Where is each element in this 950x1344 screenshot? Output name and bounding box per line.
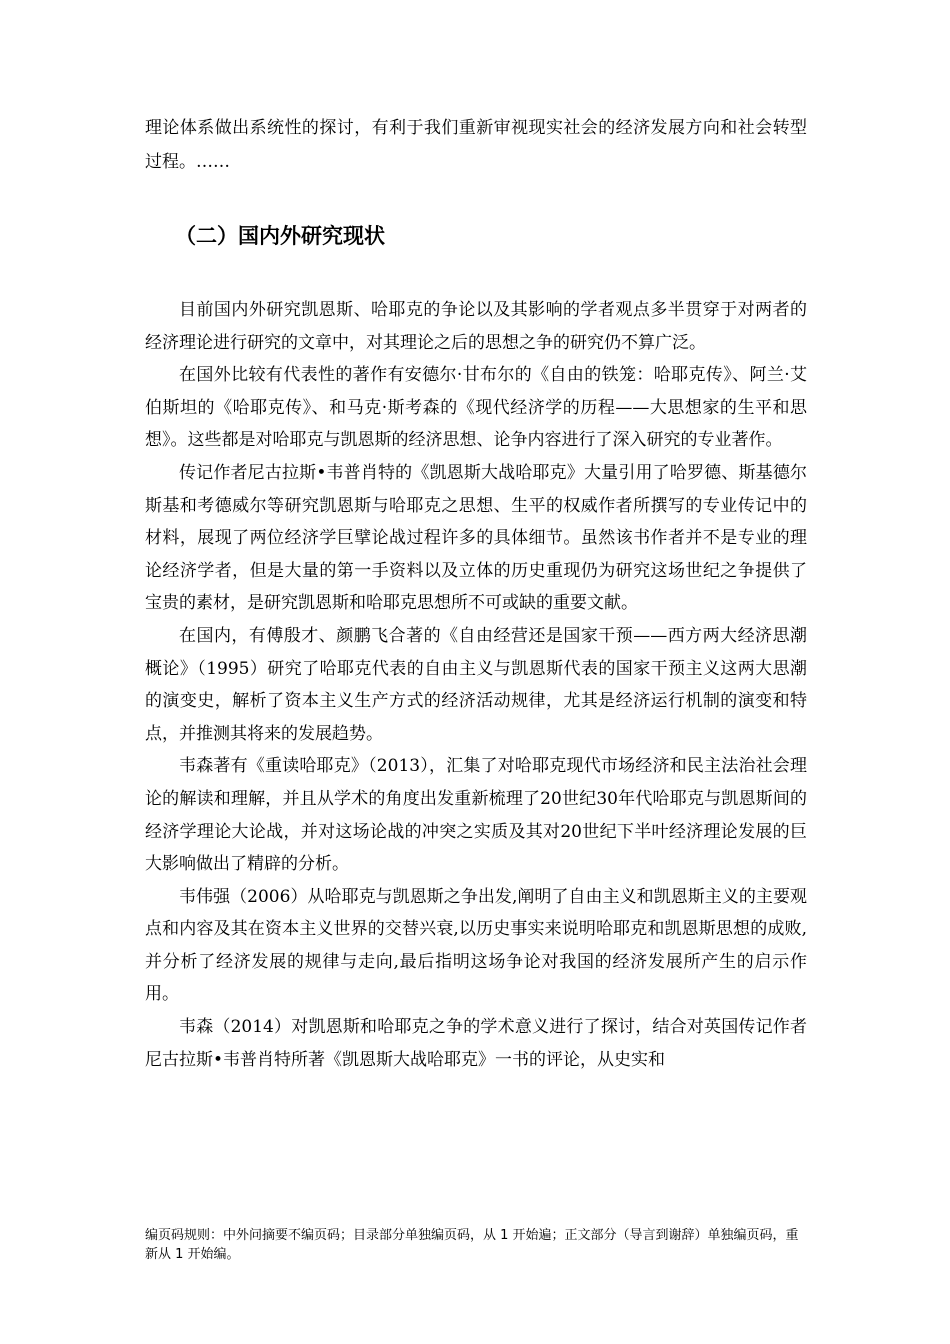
- paragraph-biography: 传记作者尼古拉斯•韦普肖特的《凯恩斯大战哈耶克》大量引用了哈罗德、斯基德尔斯基和考德威尔等研究凯恩斯与哈耶克之思想、生平的权威作者所撰写的专业传记中的材料，展现了两位经济学巨擘论战过程许多的具体细节。虽然该书作者并不是专业的理论经济学者，但是大量的第一手资料以及立体的历史重现仍为研究这场世纪之争提供了宝贵的素材，是研究凯恩斯和哈耶克思想所不可或缺的重要文献。: [145, 462, 807, 614]
- paragraph-weiweiqiang-2006: 韦伟强（2006）从哈耶克与凯恩斯之争出发,阐明了自由主义和凯恩斯主义的主要观点和内容及其在资本主义世界的交替兴衰,以历史事实来说明哈耶克和凯恩斯思想的成败,并分析了经济发展的规律与走向,最后指明这场争论对我国的经济发展所产生的启示作用。: [145, 886, 807, 1005]
- paragraph-domestic-works: 在国内，有傅殷才、颜鹏飞合著的《自由经营还是国家干预——西方两大经济思潮概论》（1995）研究了哈耶克代表的自由主义与凯恩斯代表的国家干预主义这两大思潮的演变史，解析了资本主义生产方式的经济活动规律，尤其是经济运行机制的演变和特点，并推测其将来的发展趋势。: [145, 625, 807, 744]
- intro-paragraph: 理论体系做出系统性的探讨，有利于我们重新审视现实社会的经济发展方向和社会转型过程。……: [145, 118, 807, 172]
- paragraph-overview: 目前国内外研究凯恩斯、哈耶克的争论以及其影响的学者观点多半贯穿于对两者的经济理论进行研究的文章中，对其理论之后的思想之争的研究仍不算广泛。: [145, 300, 807, 353]
- section-heading: （二）国内外研究现状: [175, 224, 385, 248]
- paragraph-weisen-2013: 韦森著有《重读哈耶克》（2013），汇集了对哈耶克现代市场经济和民主法治社会理论的解读和理解，并且从学术的角度出发重新梳理了20世纪30年代哈耶克与凯恩斯间的经济学理论大论战，并对这场论战的冲突之实质及其对20世纪下半叶经济理论发展的巨大影响做出了精辟的分析。: [145, 756, 807, 875]
- section-body: [145, 294, 807, 1076]
- paragraph-weisen-2014: 韦森（2014）对凯恩斯和哈耶克之争的学术意义进行了探讨，结合对英国传记作者尼古拉斯•韦普肖特所著《凯恩斯大战哈耶克》一书的评论，从史实和: [145, 1017, 807, 1070]
- paragraph-foreign-works: 在国外比较有代表性的著作有安德尔·甘布尔的《自由的铁笼：哈耶克传》、阿兰·艾伯斯坦的《哈耶克传》、和马克·斯考森的《现代经济学的历程——大思想家的生平和思想》。这些都是对哈耶克与凯恩斯的经济思想、论争内容进行了深入研究的专业著作。: [145, 365, 807, 451]
- pagination-rule-note: 编页码规则：中外问摘要不编页码；目录部分单独编页码，从 1 开始遍；正文部分（导言到谢辞）单独编页码，重新从 1 开始编。: [145, 1228, 799, 1262]
